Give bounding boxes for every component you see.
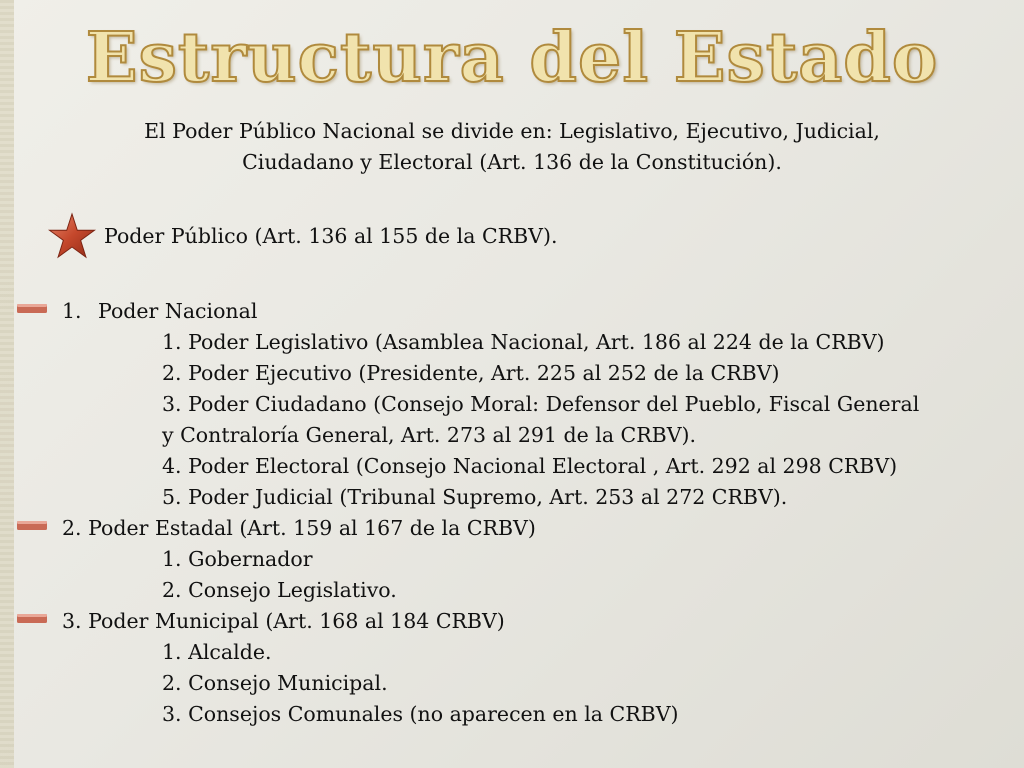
bar-bullet-icon	[17, 304, 47, 313]
list-item: 2. Consejo Legislativo.	[162, 578, 397, 602]
list-item: 1. Gobernador	[162, 547, 313, 571]
list-item: 3. Poder Ciudadano (Consejo Moral: Defensor del Pueblo, Fiscal General	[162, 392, 920, 416]
bar-bullet-icon	[17, 521, 47, 530]
list-item: 2. Poder Ejecutivo (Presidente, Art. 225 al 252 de la CRBV)	[162, 361, 780, 385]
slide-title: Estructura del Estado	[85, 18, 939, 98]
intro-paragraph	[60, 116, 964, 178]
list-item: y Contraloría General, Art. 273 al 291 de la CRBV).	[162, 423, 697, 447]
intro-line-1: El Poder Público Nacional se divide en: Legislativo, Ejecutivo, Judicial,	[144, 119, 880, 143]
list-item: 5. Poder Judicial (Tribunal Supremo, Art. 253 al 272 CRBV).	[162, 485, 788, 509]
decorative-left-stripe	[0, 0, 14, 768]
list-item: 2. Consejo Municipal.	[162, 671, 388, 695]
intro-line-2: Ciudadano y Electoral (Art. 136 de la Constitución).	[242, 150, 782, 174]
star-bullet-item	[48, 210, 557, 262]
section-poder-nacional	[62, 296, 257, 326]
list-item: 3. Consejos Comunales (no aparecen en la CRBV)	[162, 702, 679, 726]
list-item: 4. Poder Electoral (Consejo Nacional Electoral , Art. 292 al 298 CRBV)	[162, 454, 898, 478]
section-label: Poder Nacional	[98, 299, 258, 323]
list-item: 1. Alcalde.	[162, 640, 272, 664]
bar-bullet-icon	[17, 614, 47, 623]
section-number: 1.	[62, 299, 82, 323]
list-item: 1. Poder Legislativo (Asamblea Nacional, Art. 186 al 224 de la CRBV)	[162, 330, 885, 354]
section-poder-municipal: 3. Poder Municipal (Art. 168 al 184 CRBV)	[62, 609, 505, 633]
section-poder-estadal: 2. Poder Estadal (Art. 159 al 167 de la CRBV)	[62, 516, 536, 540]
star-heading: Poder Público (Art. 136 al 155 de la CRBV).	[104, 224, 558, 248]
star-icon	[48, 211, 96, 261]
